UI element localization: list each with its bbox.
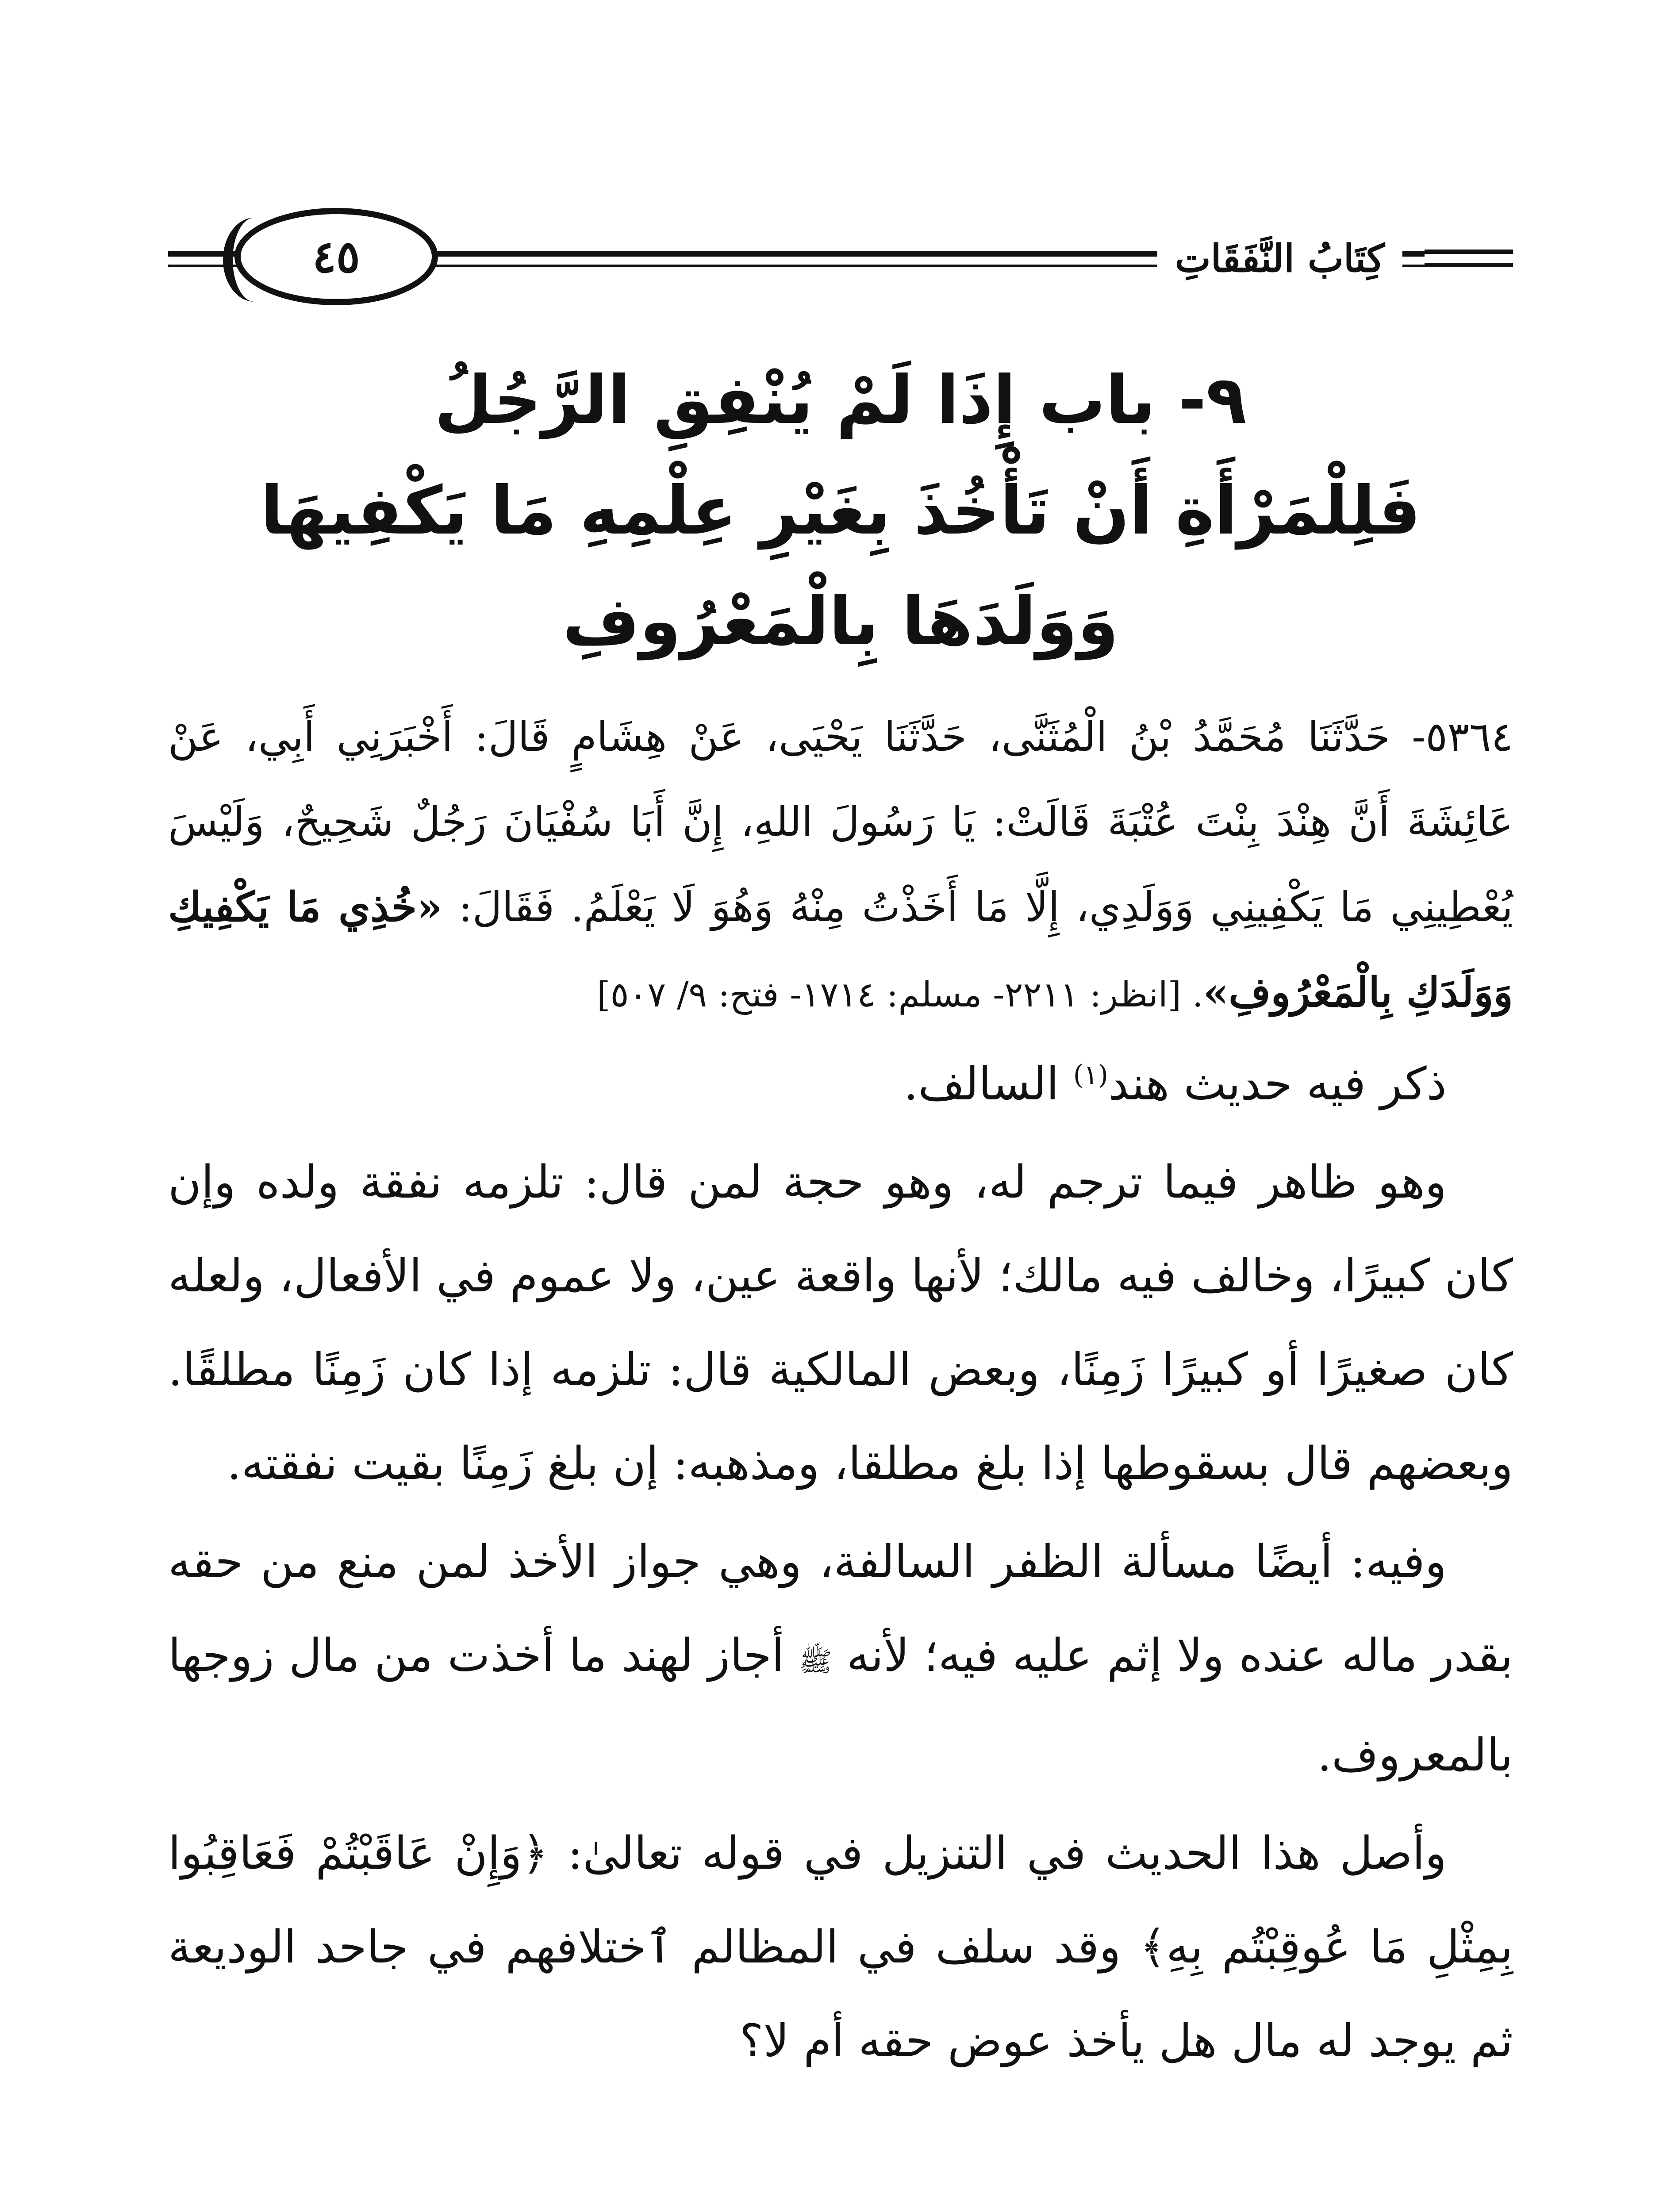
quran-quote: ﴿وَإِنْ عَاقَبْتُمْ فَعَاقِبُوا بِمِثْلِ مَا عُوقِبْتُم بِهِ﴾ [168,1827,1513,1974]
paragraph-2: وهو ظاهر فيما ترجم له، وهو حجة لمن قال: تلزمه نفقة ولده وإن كان كبيرًا، وخالف فيه مالك؛ لأنها واقعة عين، ولا عموم في الأفعال، ولعله كان صغيرًا أو كبيرًا زَمِنًا، وبعض المالكية قال: تلزمه إذا كان زَمِنًا مطلقًا. وبعضهم قال بسقوطها إذا بلغ مطلقا، ومذهبه: إن بلغ زَمِنًا بقيت نفقته. [168,1156,1513,1490]
running-header [168,204,1513,310]
hadith-reference: . [انظر: ٢٢١١- مسلم: ١٧١٤- فتح: ٩/ ٥٠٧] [597,975,1203,1015]
main-text [168,695,1513,2088]
page-number-badge [234,208,438,305]
paragraph-3 [168,1515,1513,1802]
paragraph-4 [168,1807,1513,2088]
paragraph-1-text: ذكر فيه حديث هند [1108,1058,1447,1110]
paragraph-3-text: وفيه: أيضًا مسألة الظفر السالفة، وهي جواز الأخذ لمن منع من حقه بقدر ماله عنده ولا إثم عليه فيه؛ لأنه [168,1536,1513,1682]
chapter-heading-line-3: وَوَلَدَهَا بِالْمَعْرُوفِ [562,583,1119,660]
header-ornament-bars [1425,246,1513,271]
hadith-block [168,695,1513,1037]
paragraph-4-text-end: وقد سلف في المظالم ٱختلافهم في جاحد الوديعة ثم يوجد له مال هل يأخذ عوض حقه أم لا؟ [168,1921,1513,2067]
hadith-text: ٥٣٦٤- حَدَّثَنَا مُحَمَّدُ بْنُ الْمُثَنَّى، حَدَّثَنَا يَحْيَى، عَنْ هِشَامٍ قَالَ: أَخْبَرَنِي أَبِي، عَنْ عَائِشَةَ أَنَّ هِنْدَ بِنْتَ عُتْبَةَ قَالَتْ: يَا رَسُولَ اللهِ، إِنَّ أَبَا سُفْيَانَ رَجُلٌ شَحِيحٌ، وَلَيْسَ يُعْطِينِي مَا يَكْفِينِي وَوَلَدِي، إِلَّا مَا أَخَذْتُ مِنْهُ وَهُوَ لَا يَعْلَمُ. فَقَالَ: [168,713,1513,931]
paragraph-1-text-end: السالف. [903,1058,1073,1110]
footnote-marker: (١) [1073,1060,1108,1091]
hadith-prophetic-quote: «خُذِي مَا يَكْفِيكِ وَوَلَدَكِ بِالْمَعْرُوفِ» [168,883,1513,1016]
paragraph-4-text: وأصل هذا الحديث في التنزيل في قوله تعالىٰ: [548,1827,1447,1880]
page-number: ٤٥ [312,230,360,283]
chapter-heading-line-1: ٩- باب إِذَا لَمْ يُنْفِقِ الرَّجُلُ [434,362,1247,439]
book-title: كِتَابُ النَّفَقَاتِ [1157,221,1402,296]
chapter-heading [168,345,1513,677]
chapter-heading-line-2: فَلِلْمَرْأَةِ أَنْ تَأْخُذَ بِغَيْرِ عِلْمِهِ مَا يَكْفِيهَا [260,472,1421,549]
paragraph-3-text-end: أجاز لهند ما أخذت من مال زوجها بالمعروف. [168,1629,1513,1782]
paragraph-1 [168,1037,1513,1131]
honorific-symbol: ﷺ [799,1645,832,1678]
